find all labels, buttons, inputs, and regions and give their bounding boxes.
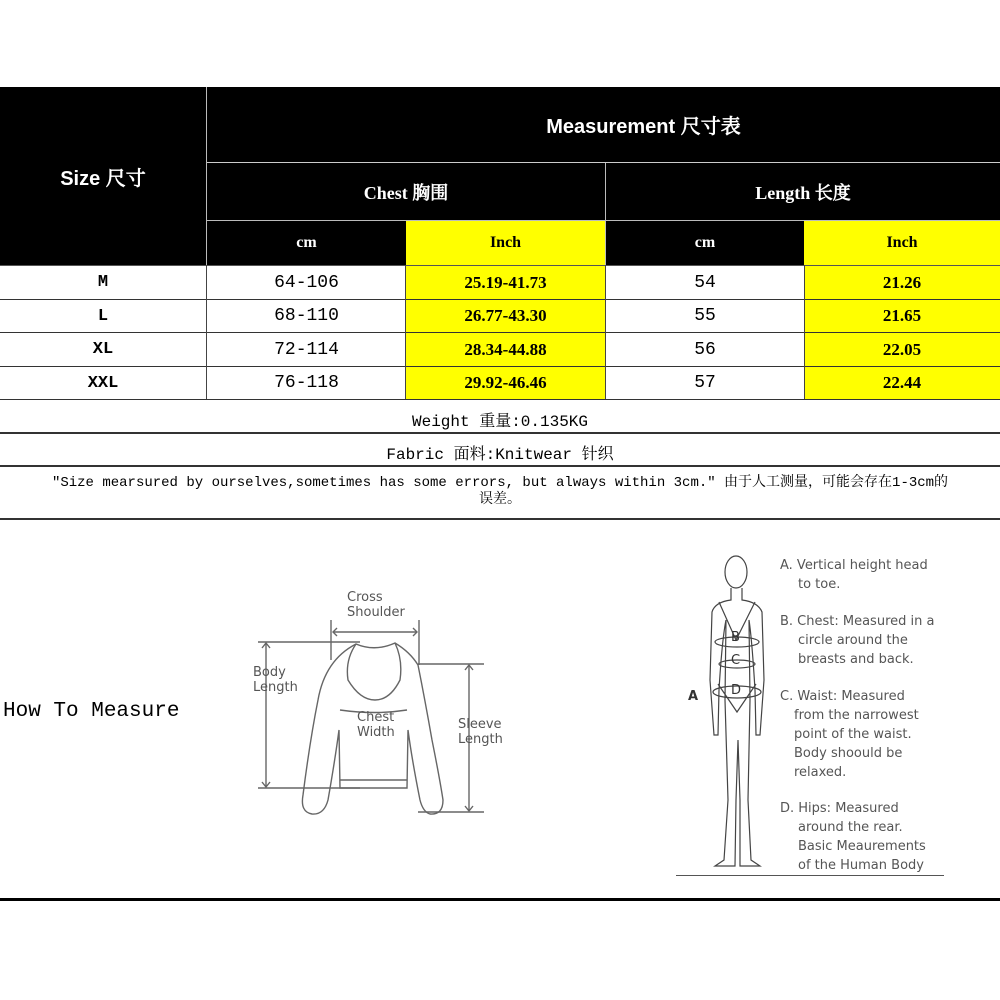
measurement-title — [207, 87, 1000, 162]
chest-cm-cell — [207, 266, 406, 299]
length-cm-value: 56 — [694, 339, 716, 360]
size-value: XL — [92, 340, 114, 359]
chest-width-label — [357, 710, 395, 740]
chest-inch-cell — [406, 300, 605, 332]
chest-cm-value: 68-110 — [274, 306, 339, 326]
marker-c: C — [731, 653, 741, 668]
chest-cm-value: 72-114 — [274, 339, 339, 360]
length-inch-value: 21.65 — [882, 306, 922, 325]
desc-a-line2: to toe. — [798, 577, 841, 592]
chest-inch-value: 28.34-44.88 — [464, 339, 547, 359]
sleeve-text: Sleeve — [458, 717, 502, 732]
chest-cm-value: 64-106 — [274, 272, 339, 293]
chest-inch-cell — [406, 266, 605, 299]
length-cm-value: 57 — [694, 373, 716, 393]
sleeve-length-label — [458, 717, 503, 747]
desc-b-line3: breasts and back. — [798, 652, 914, 667]
length-inch-label: Inch — [886, 234, 918, 251]
body-desc-a — [780, 556, 928, 594]
body-measure-diagram — [676, 548, 946, 878]
desc-d-line1: D. Hips: Measured — [780, 801, 899, 816]
size-header-label: Size 尺寸 — [60, 167, 146, 190]
length-cm-value: 55 — [694, 306, 716, 326]
desc-c-line5: relaxed. — [794, 765, 847, 780]
body-desc-b — [780, 612, 934, 669]
desc-b-line1: B. Chest: Measured in a — [780, 614, 935, 629]
chest-cm-cell — [207, 367, 406, 399]
length-group-header — [606, 163, 1000, 220]
chest-text: Chest — [357, 710, 395, 725]
chest-inch-label: Inch — [489, 234, 522, 251]
length-inch-value: 22.05 — [882, 339, 922, 359]
size-header — [0, 87, 206, 265]
marker-a: A — [688, 689, 699, 704]
desc-c-line1: C. Waist: Measured — [780, 689, 905, 704]
length-cm-header — [606, 221, 804, 265]
chest-inch-cell — [406, 367, 605, 399]
shoulder-text: Shoulder — [347, 605, 405, 620]
body-desc-d — [780, 799, 926, 875]
note-text-line2: 误差。 — [479, 492, 521, 508]
chest-cm-value: 76-118 — [274, 373, 339, 393]
length-inch-cell — [804, 266, 1000, 299]
size-value: L — [97, 306, 109, 326]
size-cell — [0, 266, 206, 299]
chest-group-header — [207, 163, 605, 220]
desc-d-line2: around the rear. — [798, 820, 903, 835]
note-text-line1: "Size mearsured by ourselves,sometimes has some errors, but always within 3cm." 由于人工测量，可能会存在1-3cm的 — [51, 475, 949, 491]
chest-cm-label: cm — [296, 234, 317, 251]
chest-inch-value: 26.77-43.30 — [464, 306, 547, 325]
length-cm-cell — [606, 300, 804, 332]
desc-c-line3: point of the waist. — [794, 727, 912, 742]
size-cell — [0, 300, 206, 332]
fabric-row — [0, 441, 1000, 464]
length-inch-cell — [804, 300, 1000, 332]
how-to-measure-label — [3, 700, 179, 723]
chest-cm-header — [207, 221, 406, 265]
chest-inch-header — [406, 221, 605, 265]
chest-cm-cell — [207, 333, 406, 366]
chest-cm-cell — [207, 300, 406, 332]
length-inch-header — [804, 221, 1000, 265]
weight-row — [0, 408, 1000, 431]
desc-c-line4: Body shoould be — [794, 746, 903, 761]
fabric-text: Fabric 面料:Knitwear 针织 — [386, 446, 614, 464]
length-inch-value: 21.26 — [882, 272, 922, 292]
desc-b-line2: circle around the — [798, 633, 908, 648]
desc-d-line4: of the Human Body — [798, 858, 924, 873]
size-cell — [0, 333, 206, 366]
length-inch-value: 22.44 — [882, 373, 922, 392]
weight-text: Weight 重量:0.135KG — [411, 413, 589, 431]
marker-b: B — [731, 630, 740, 645]
desc-a-line1: A. Vertical height head — [780, 558, 928, 573]
cross-shoulder-label — [347, 590, 405, 620]
length-cm-cell — [606, 367, 804, 399]
bottom-divider — [0, 898, 1000, 901]
length-inch-cell — [804, 367, 1000, 399]
body-desc-c — [780, 687, 919, 782]
length-group-label: Length 长度 — [755, 182, 851, 203]
sleeve-length-text: Length — [458, 732, 503, 747]
length-cm-cell — [606, 333, 804, 366]
length-inch-cell — [804, 333, 1000, 366]
body-text: Body — [253, 665, 286, 680]
size-value: M — [97, 273, 109, 292]
width-text: Width — [357, 725, 395, 740]
chest-group-label: Chest 胸围 — [363, 182, 449, 203]
size-value: XXL — [87, 373, 119, 393]
chest-inch-value: 29.92-46.46 — [464, 373, 547, 392]
body-diagram-baseline — [676, 875, 944, 876]
marker-d: D — [731, 683, 742, 698]
desc-d-line3: Basic Meaurements — [798, 839, 926, 854]
cross-text: Cross — [347, 590, 383, 605]
length-cm-cell — [606, 266, 804, 299]
how-to-measure-text: How To Measure — [3, 700, 180, 723]
note-row — [0, 475, 1000, 509]
chest-inch-value: 25.19-41.73 — [464, 272, 547, 292]
human-body-figure-icon — [676, 548, 786, 878]
length-cm-label: cm — [694, 234, 716, 251]
length-cm-value: 54 — [694, 272, 716, 293]
measurement-title-label: Measurement 尺寸表 — [546, 116, 741, 138]
size-cell — [0, 367, 206, 399]
desc-c-line2: from the narrowest — [794, 708, 919, 723]
body-length-label — [253, 665, 298, 695]
sweater-measure-diagram — [245, 580, 525, 820]
body-length-text: Length — [253, 680, 298, 695]
chest-inch-cell — [406, 333, 605, 366]
